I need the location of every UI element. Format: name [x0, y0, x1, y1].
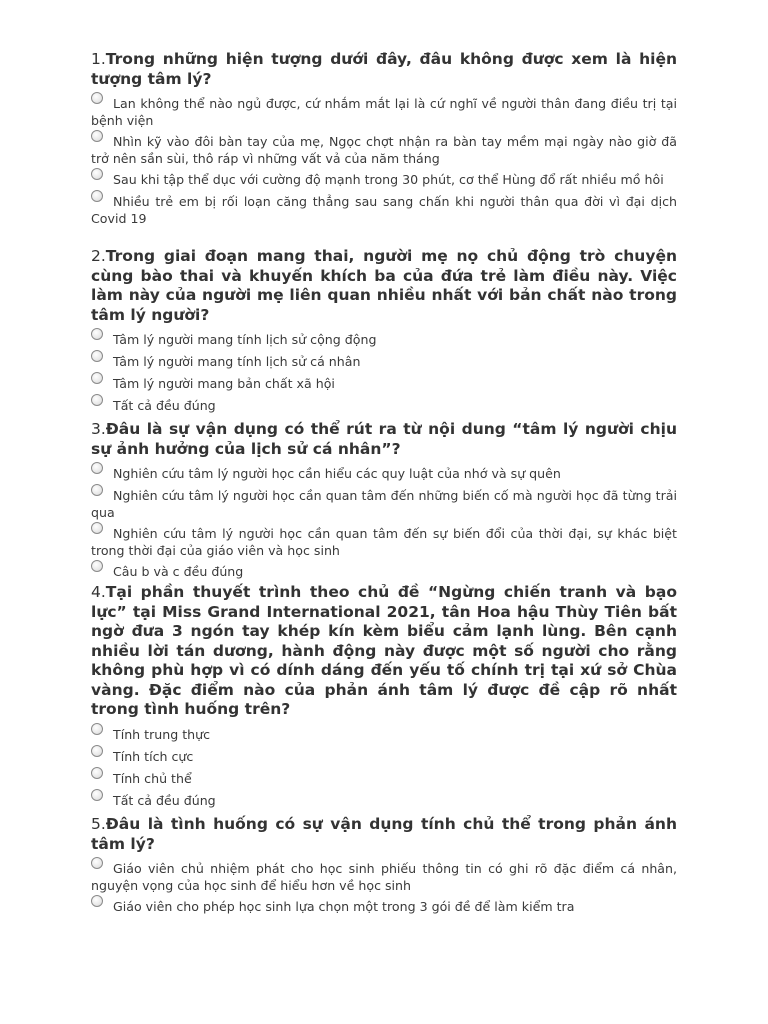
answer-option[interactable]: [91, 353, 677, 371]
question-3: [91, 420, 677, 585]
answer-option[interactable]: [91, 331, 677, 349]
question-number: 3.: [91, 420, 106, 438]
question-text: Tại phần thuyết trình theo chủ đề “Ngừng chiến tranh và bạo lực” tại Miss Grand International 2021, tân Hoa hậu Thùy Tiên bất ngờ đưa 3 ngón tay khép kín kèm biểu cảm lạnh lùng. Bên cạnh nhiều lời tán dương, hành động này được một số người cho rằng không phù hợp vì có dính dáng đến yếu tố chính trị tại xứ sở Chùa vàng. Đặc điểm nào của phản ánh tâm lý được đề cập rõ nhất trong tình huống trên?: [91, 583, 677, 718]
radio-button-icon[interactable]: [91, 350, 103, 362]
option-label: Giáo viên cho phép học sinh lựa chọn một trong 3 gói đề để làm kiểm tra: [113, 899, 575, 914]
question-5: [91, 815, 677, 920]
radio-button-icon[interactable]: [91, 857, 103, 869]
question-2: [91, 247, 677, 419]
option-label: Câu b và c đều đúng: [113, 564, 244, 579]
option-label: Nghiên cứu tâm lý người học cần hiểu các quy luật của nhớ và sự quên: [113, 466, 561, 481]
radio-button-icon[interactable]: [91, 190, 103, 202]
answer-option[interactable]: [91, 898, 677, 916]
answer-option[interactable]: [91, 95, 677, 129]
answer-option[interactable]: [91, 375, 677, 393]
answer-option[interactable]: [91, 133, 677, 167]
radio-button-icon[interactable]: [91, 168, 103, 180]
answer-option[interactable]: [91, 726, 677, 744]
radio-button-icon[interactable]: [91, 462, 103, 474]
question-title: [91, 815, 677, 854]
question-number: 4.: [91, 583, 106, 601]
answer-option[interactable]: [91, 171, 677, 189]
radio-button-icon[interactable]: [91, 394, 103, 406]
question-title: [91, 420, 677, 459]
option-label: Tính trung thực: [113, 726, 211, 742]
radio-button-icon[interactable]: [91, 745, 103, 757]
answer-option[interactable]: [91, 748, 677, 766]
question-1: [91, 50, 677, 231]
option-label: Nhiều trẻ em bị rối loạn căng thẳng sau sang chấn khi người thân qua đời vì đại dịch Covid 19: [91, 194, 677, 226]
option-label: Giáo viên chủ nhiệm phát cho học sinh phiếu thông tin có ghi rõ đặc điểm cá nhân, nguyện vọng của học sinh để hiểu hơn về học sinh: [91, 861, 677, 893]
option-label: Tất cả đều đúng: [113, 398, 216, 413]
radio-button-icon[interactable]: [91, 560, 103, 572]
question-number: 1.: [91, 50, 106, 68]
question-number: 2.: [91, 247, 106, 265]
radio-button-icon[interactable]: [91, 130, 103, 142]
option-label: Tính chủ thể: [113, 770, 192, 786]
option-label: Nhìn kỹ vào đôi bàn tay của mẹ, Ngọc chợt nhận ra bàn tay mềm mại ngày nào giờ đã trở nên sần sùi, thô ráp vì những vất vả của năm tháng: [91, 134, 677, 166]
question-text: Đâu là sự vận dụng có thể rút ra từ nội dung “tâm lý người chịu sự ảnh hưởng của lịch sử cá nhân”?: [91, 420, 677, 458]
option-label: Lan không thể nào ngủ được, cứ nhắm mắt lại là cứ nghĩ về người thân đang điều trị tại bệnh viện: [91, 96, 677, 128]
radio-button-icon[interactable]: [91, 723, 103, 735]
answer-option[interactable]: [91, 465, 677, 483]
question-title: [91, 50, 677, 89]
radio-button-icon[interactable]: [91, 328, 103, 340]
option-label: Sau khi tập thể dục với cường độ mạnh trong 30 phút, cơ thể Hùng đổ rất nhiều mồ hôi: [113, 172, 664, 187]
question-text: Trong những hiện tượng dưới đây, đâu không được xem là hiện tượng tâm lý?: [91, 50, 677, 88]
answer-option[interactable]: [91, 792, 677, 810]
answer-option[interactable]: [91, 193, 677, 227]
option-label: Nghiên cứu tâm lý người học cần quan tâm đến sự biến đổi của thời đại, sự khác biệt trong thời đại của giáo viên và học sinh: [91, 526, 677, 558]
radio-button-icon[interactable]: [91, 522, 103, 534]
question-text: Đâu là tình huống có sự vận dụng tính chủ thể trong phản ánh tâm lý?: [91, 815, 677, 853]
answer-option[interactable]: [91, 487, 677, 521]
question-title: [91, 247, 677, 325]
answer-option[interactable]: [91, 563, 677, 581]
option-label: Tâm lý người mang bản chất xã hội: [113, 376, 335, 391]
radio-button-icon[interactable]: [91, 789, 103, 801]
question-text: Trong giai đoạn mang thai, người mẹ nọ chủ động trò chuyện cùng bào thai và khuyến khích ba của đứa trẻ làm điều này. Việc làm này của người mẹ liên quan nhiều nhất với bản chất nào trong tâm lý người?: [91, 247, 677, 324]
option-label: Tâm lý người mang tính lịch sử cá nhân: [113, 354, 361, 369]
question-4: [91, 583, 677, 814]
answer-option[interactable]: [91, 770, 677, 788]
radio-button-icon[interactable]: [91, 372, 103, 384]
option-label: Tính tích cực: [113, 748, 194, 764]
radio-button-icon[interactable]: [91, 484, 103, 496]
answer-option[interactable]: [91, 397, 677, 415]
radio-button-icon[interactable]: [91, 895, 103, 907]
radio-button-icon[interactable]: [91, 767, 103, 779]
question-number: 5.: [91, 815, 106, 833]
option-label: Nghiên cứu tâm lý người học cần quan tâm đến những biến cố mà người học đã từng trải qua: [91, 488, 677, 520]
option-label: Tâm lý người mang tính lịch sử cộng động: [113, 332, 377, 347]
option-label: Tất cả đều đúng: [113, 792, 216, 808]
radio-button-icon[interactable]: [91, 92, 103, 104]
answer-option[interactable]: [91, 525, 677, 559]
question-title: [91, 583, 677, 720]
answer-option[interactable]: [91, 860, 677, 894]
